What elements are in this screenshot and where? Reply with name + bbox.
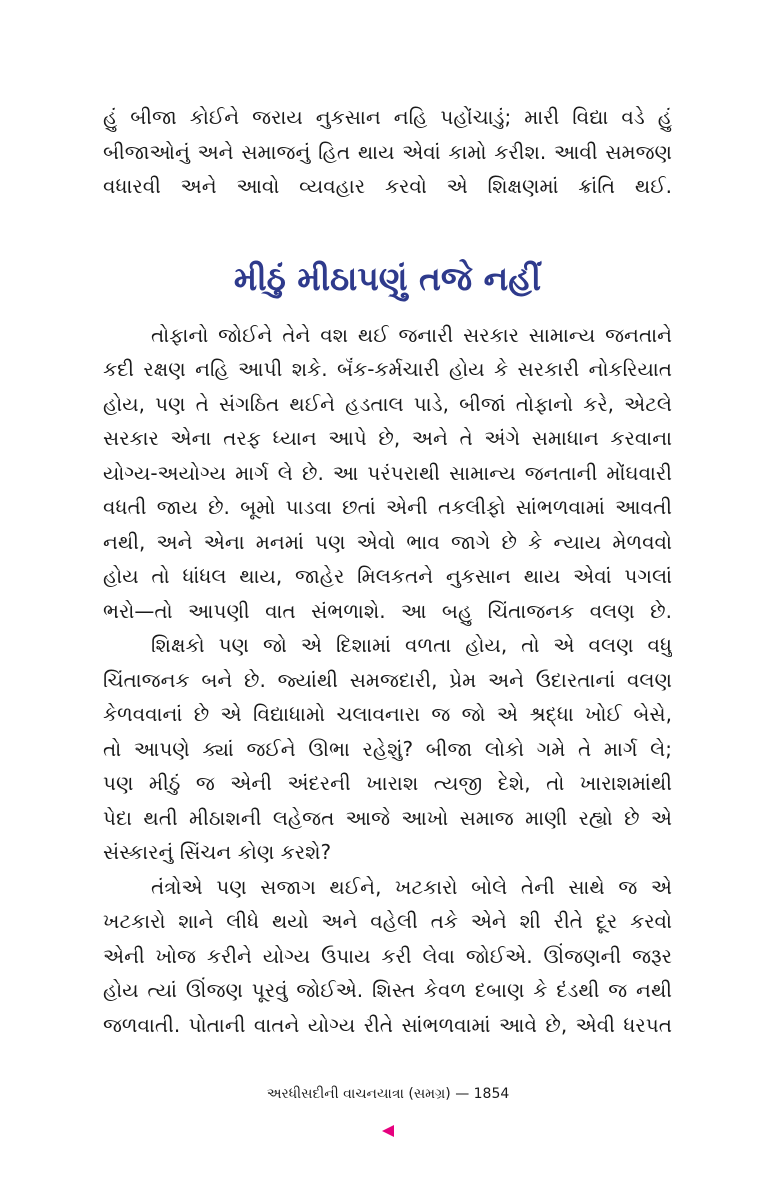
text-line: તોફાનો જોઈને તેને વશ થઈ જનારી સરકાર સામાન્ય જનતાને: [151, 322, 672, 347]
text-line: સંસ્કારનું સિંચન કોણ કરશે?: [103, 840, 332, 864]
text-line: હોય, પણ તે સંગઠિત થઈને હડતાલ પાડે, બીજાં તોફાનો કરે, એટલે: [103, 391, 672, 416]
footer-separator: —: [455, 1086, 470, 1102]
text-line: એની ખોજ કરીને યોગ્ય ઉપાય કરી લેવા જોઈએ. ઊંજણની જરૂર: [103, 943, 672, 968]
text-line: કદી રક્ષણ નહિ આપી શકે. બૅંક-કર્મચારી હોય કે સરકારી નોકરિયાત: [103, 357, 672, 381]
paragraph: [103, 628, 672, 870]
book-title: અરધીસદીની વાચનયાત્રા (સમગ્ર): [266, 1086, 451, 1102]
prev-page-icon[interactable]: [382, 1125, 394, 1137]
text-line: પેદા થતી મીઠાશની લહેજત આજે આખો સમાજ માણી રહ્યો છે એ: [103, 805, 672, 830]
page-number: 1854: [473, 1086, 510, 1102]
text-line: વધારવી અને આવો વ્યવહાર કરવો એ શિક્ષણમાં ક્રાંતિ થઈ.: [103, 174, 672, 198]
section-title: મીઠું મીઠાપણું તજે નહીં: [233, 258, 542, 298]
text-line: નથી, અને એના મનમાં પણ એવો ભાવ જાગે છે કે ન્યાય મેળવવો: [103, 529, 672, 554]
text-line: હોય ત્યાં ઊંજણ પૂરવું જોઈએ. શિસ્ત કેવળ દબાણ કે દંડથી જ નથી: [103, 978, 672, 1002]
paragraph: [103, 870, 672, 1043]
paragraph: [103, 318, 672, 629]
text-line: જળવાતી. પોતાની વાતને યોગ્ય રીતે સાંભળવામાં આવે છે, એવી ધરપત: [103, 1012, 672, 1037]
text-line: પણ મીઠું જ એની અંદરની ખારાશ ત્યજી દેશે, તો ખારાશમાંથી: [103, 771, 672, 795]
text-line: કેળવવાનાં છે એ વિદ્યાધામો ચલાવનારા જ જો એ શ્રદ્ધા ખોઈ બેસે,: [103, 702, 672, 726]
page-footer: [0, 1083, 776, 1105]
text-line: હું બીજા કોઈને જરાય નુકસાન નહિ પહોંચાડું; મારી વિદ્યા વડે હું: [103, 105, 672, 129]
text-line: ભરો—તો આપણી વાત સંભળાશે. આ બહુ ચિંતાજનક વલણ છે.: [103, 598, 672, 623]
text-line: સરકાર એના તરફ ધ્યાન આપે છે, અને તે અંગે સમાધાન કરવાના: [103, 426, 672, 450]
text-line: ચિંતાજનક બને છે. જ્યાંથી સમજદારી, પ્રેમ અને ઉદારતાનાં વલણ: [103, 667, 672, 692]
text-line: વધતી જાય છે. બૂમો પાડવા છતાં એની તકલીફો સાંભળવામાં આવતી: [103, 495, 672, 519]
intro-paragraph: [103, 100, 672, 204]
text-line: ખટકારો શાને લીધે થયો અને વહેલી તકે એને શી રીતે દૂર કરવો: [103, 909, 672, 933]
text-column: [103, 100, 672, 1042]
text-line: તો આપણે ક્યાં જઈને ઊભા રહેશું? બીજા લોકો ગમે તે માર્ગ લે;: [103, 736, 672, 761]
text-line: શિક્ષકો પણ જો એ દિશામાં વળતા હોય, તો એ વલણ વધુ: [151, 633, 672, 657]
text-line: યોગ્ય-અયોગ્ય માર્ગ લે છે. આ પરંપરાથી સામાન્ય જનતાની મોંઘવારી: [103, 460, 672, 485]
text-line: હોય તો ધાંધલ થાય, જાહેર મિલકતને નુકસાન થાય એવાં પગલાં: [103, 564, 672, 588]
text-line: બીજાઓનું અને સમાજનું હિત થાય એવાં કામો કરીશ. આવી સમજણ: [103, 139, 672, 164]
text-line: તંત્રોએ પણ સજાગ થઈને, ખટકારો બોલે તેની સાથે જ એ: [151, 874, 672, 899]
